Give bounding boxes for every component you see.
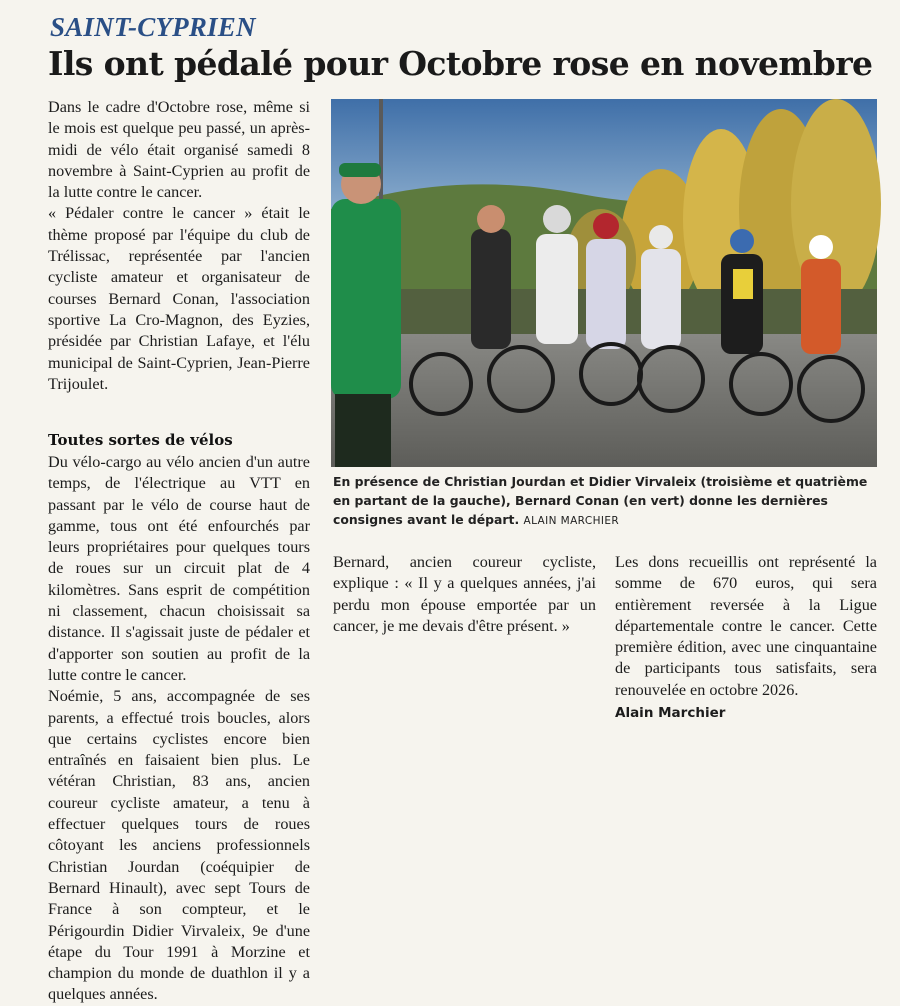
- author-signature: Alain Marchier: [615, 705, 726, 722]
- article-photo: [331, 99, 877, 467]
- photo-credit: ALAIN MARCHIER: [523, 515, 620, 527]
- column-3: [615, 552, 877, 724]
- column-1-bottom: [48, 452, 310, 1004]
- cyclists-photo-illustration: [331, 99, 877, 467]
- paragraph-4: Noémie, 5 ans, accompagnée de ses parents, a effectué trois boucles, alors que certains cyclistes encore bien entraînés en faisaient bien plus. Le vétéran Christian, 83 ans, ancien coureur cycliste amateur, a tenu à effectuer quelques tours de roues côtoyant les anciens professionnels Christian Jourdan (coéquipier de Bernard Hinault), avec sept Tours de France à son compteur, et le Périgourdin Didier Virvaleix, 9e d'une étape du Tour 1991 à Morzine et champion du monde de duathlon il y a quelques années.: [48, 687, 310, 1004]
- intro-paragraph: Dans le cadre d'Octobre rose, même si le mois est quelque peu passé, un après-midi de vélo était organisé samedi 8 novembre à Saint-Cyprien au profit de la lutte contre le cancer.: [48, 98, 310, 202]
- subheading: Toutes sortes de vélos: [48, 431, 233, 449]
- photo-caption: [333, 472, 878, 531]
- caption-text: En présence de Christian Jourdan et Didier Virvaleix (troisième et quatrième en partant de la gauche), Bernard Conan (en vert) donne les dernières consignes avant le départ.: [333, 474, 868, 527]
- paragraph-2: « Pédaler contre le cancer » était le thème proposé par l'équipe du club de Trélissac, représentée par l'ancien cycliste amateur et organisateur de courses Bernard Conan, l'association sportive La Cro-Magnon, des Eyzies, présidée par Christian Lafaye, et l'élu municipal de Saint-Cyprien, Jean-Pierre Trijoulet.: [48, 204, 310, 393]
- column-1-top: [48, 97, 310, 395]
- paragraph-6: Les dons recueillis ont représenté la somme de 670 euros, qui sera entièrement reversée à la Ligue départementale contre le cancer. Cette première édition, avec une cinquantaine de participants tous satisfaits, sera renouvelée en octobre 2026.: [615, 553, 877, 699]
- man-in-green: [331, 163, 401, 467]
- paragraph-3: Du vélo-cargo au vélo ancien d'un autre temps, de l'électrique au VTT en passant par le vélo de course haut de gamme, tous ont été enfourchés par leurs propriétaires pour quelques tours de roues sur un circuit plat de 4 kilomètres. Sans esprit de compétition ni classement, chacun choisissait sa distance. Il s'agissait juste de pédaler et d'apporter son soutien au profit de la lutte contre le cancer.: [48, 453, 310, 684]
- headline: Ils ont pédalé pour Octobre rose en novembre: [48, 44, 873, 83]
- kicker: SAINT-CYPRIEN: [50, 12, 256, 42]
- column-2: [333, 552, 596, 637]
- paragraph-5: Bernard, ancien coureur cycliste, explique : « Il y a quelques années, j'ai perdu mon épouse emportée par un cancer, je me devais d'être présent. »: [333, 553, 596, 635]
